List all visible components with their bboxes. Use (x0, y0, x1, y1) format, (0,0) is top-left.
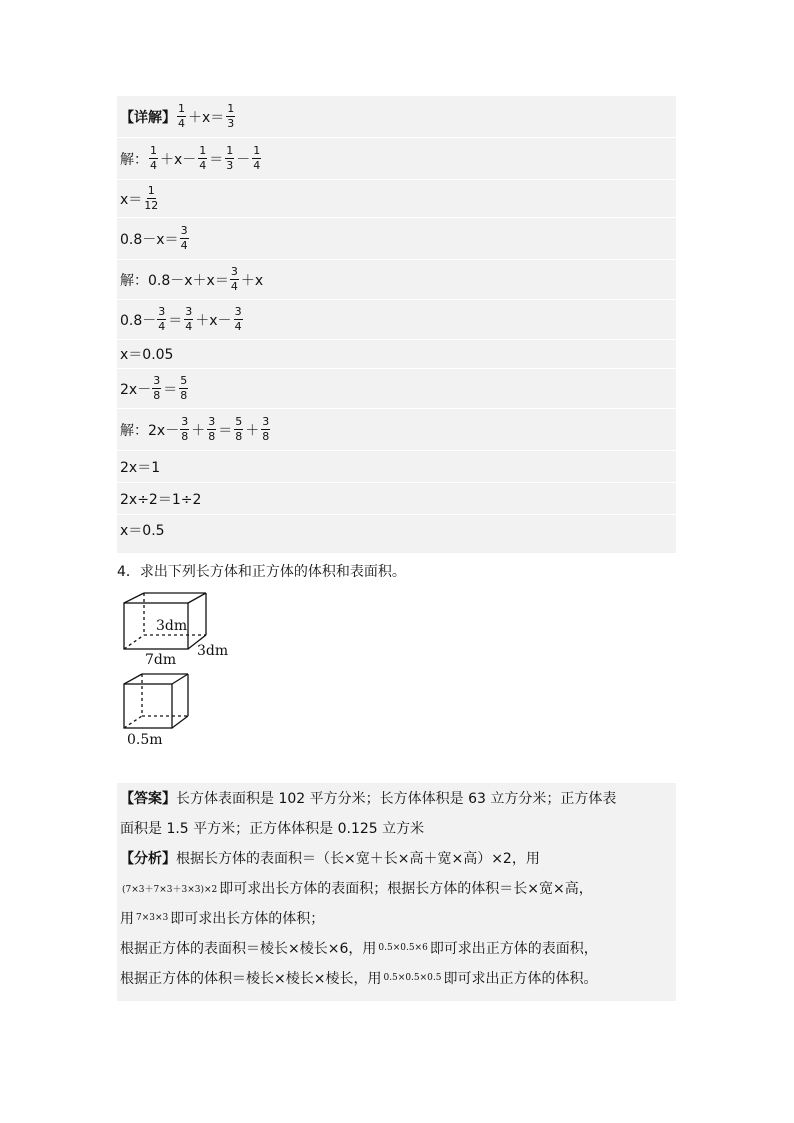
analysis-line-4 (117, 933, 676, 963)
answer-text: 面积是 1.5 平方米；正方体体积是 0.125 立方米 (120, 821, 425, 837)
formula: (7×3＋7×3＋3×3)×2 (122, 884, 218, 895)
cuboid-length-label: 7dm (145, 652, 177, 668)
analysis-text: 根据正方体的体积＝棱长×棱长×棱长，用 (120, 971, 382, 987)
answer-label: 【答案】 (120, 791, 176, 807)
cuboid-figure (117, 588, 247, 670)
analysis-text: 用 (120, 911, 134, 927)
fraction: $\frac{1}{4}$ (150, 144, 157, 172)
eq3-step3-row: 2x÷2＝1÷2 (117, 483, 676, 515)
detail-label: 【详解】 (120, 109, 176, 126)
fraction: $\frac{5}{8}$ (180, 374, 188, 402)
cuboid-edge (188, 593, 206, 603)
formula: 0.5×0.5×0.5 (383, 973, 442, 983)
cube-figure (117, 670, 207, 750)
question-4-text: 4．求出下列长方体和正方体的体积和表面积。 (117, 564, 406, 580)
analysis-text: 即可求出正方体的体积。 (443, 971, 598, 987)
cube-edge (124, 674, 142, 684)
fraction: $\frac{3}{8}$ (153, 374, 161, 402)
fraction: $\frac{1}{4}$ (253, 144, 261, 172)
analysis-label: 【分析】 (120, 851, 176, 867)
analysis-text: 根据正方体的表面积＝棱长×棱长×6，用 (120, 941, 377, 957)
fraction: $\frac{1}{4}$ (199, 144, 207, 172)
eq1-row: 【详解】 $\frac{1}{4}$ ＋x＝ $\frac{1}{3}$ (117, 96, 676, 138)
analysis-line-5 (117, 963, 676, 993)
analysis-line-1 (117, 843, 676, 873)
answer-line-1 (117, 783, 676, 813)
answer-block (117, 783, 676, 1001)
analysis-text: 根据长方体的表面积＝（长×宽＋长×高＋宽×高）×2，用 (176, 851, 540, 867)
eq3-result-row: x＝0.5 (120, 523, 165, 539)
answer-line-2 (117, 813, 676, 843)
eq2-result-row: x＝0.05 (117, 340, 676, 369)
eq3-row: 2x－ $\frac{3}{8}$ ＝ $\frac{5}{8}$ (117, 369, 676, 409)
cuboid-height-label: 3dm (156, 618, 188, 634)
cube-edge (172, 716, 188, 728)
fraction: $\frac{5}{8}$ (235, 415, 243, 443)
fraction: $\frac{1}{3}$ (226, 144, 234, 172)
analysis-line-3 (117, 903, 676, 933)
cuboid-edge (124, 593, 144, 603)
eq3-step-row: 解：2x－ $\frac{3}{8}$ ＋ $\frac{3}{8}$ ＝ $\frac{5}{8}$ ＋ $\frac{3}{8}$ (117, 409, 676, 451)
cuboid-width-label: 3dm (197, 643, 229, 659)
fraction: $\frac{1}{12}$ (144, 184, 159, 212)
eq1-step-row: 解： $\frac{1}{4}$ ＋x－ $\frac{1}{4}$ ＝ $\frac{1}{3}$ － $\frac{1}{4}$ (117, 138, 676, 180)
analysis-text: 即可求出正方体的表面积， (429, 941, 598, 957)
cuboid-hidden-edge (124, 635, 144, 649)
cube-edge-label: 0.5m (127, 732, 163, 748)
fraction: $\frac{1}{4}$ (178, 102, 185, 130)
eq3-step2-row: 2x＝1 (117, 451, 676, 483)
cube-front-face (124, 684, 172, 728)
solution-block (117, 96, 676, 553)
cube-edge (172, 674, 188, 684)
fraction: $\frac{3}{4}$ (185, 305, 193, 333)
formula: 0.5×0.5×6 (378, 943, 428, 953)
fraction: $\frac{3}{4}$ (234, 305, 242, 333)
fraction: $\frac{3}{4}$ (230, 265, 238, 293)
analysis-text: 即可求出长方体的体积； (170, 911, 325, 927)
eq2-step-row: 解：0.8－x＋x＝ $\frac{3}{4}$ ＋x (117, 260, 676, 300)
eq2-row: 0.8－x＝ $\frac{3}{4}$ (117, 218, 676, 260)
fraction: $\frac{1}{3}$ (227, 102, 235, 130)
analysis-text: 即可求出长方体的表面积；根据长方体的体积＝长×宽×高， (219, 881, 593, 897)
analysis-line-2 (117, 873, 676, 903)
cube-hidden-edge (124, 716, 142, 728)
eq2-step2-row: 0.8－ $\frac{3}{4}$ ＝ $\frac{3}{4}$ ＋x－ $\frac{3}{4}$ (117, 300, 676, 340)
formula: 7×3×3 (136, 913, 169, 923)
fraction: $\frac{3}{4}$ (158, 305, 166, 333)
eq1-result-row: x＝ $\frac{1}{12}$ (117, 180, 676, 218)
fraction: $\frac{3}{8}$ (262, 415, 270, 443)
fraction: $\frac{3}{8}$ (181, 415, 189, 443)
answer-text: 长方体表面积是 102 平方分米；长方体体积是 63 立方分米；正方体表 (176, 791, 617, 807)
fraction: $\frac{3}{8}$ (208, 415, 216, 443)
fraction: $\frac{3}{4}$ (180, 224, 188, 252)
